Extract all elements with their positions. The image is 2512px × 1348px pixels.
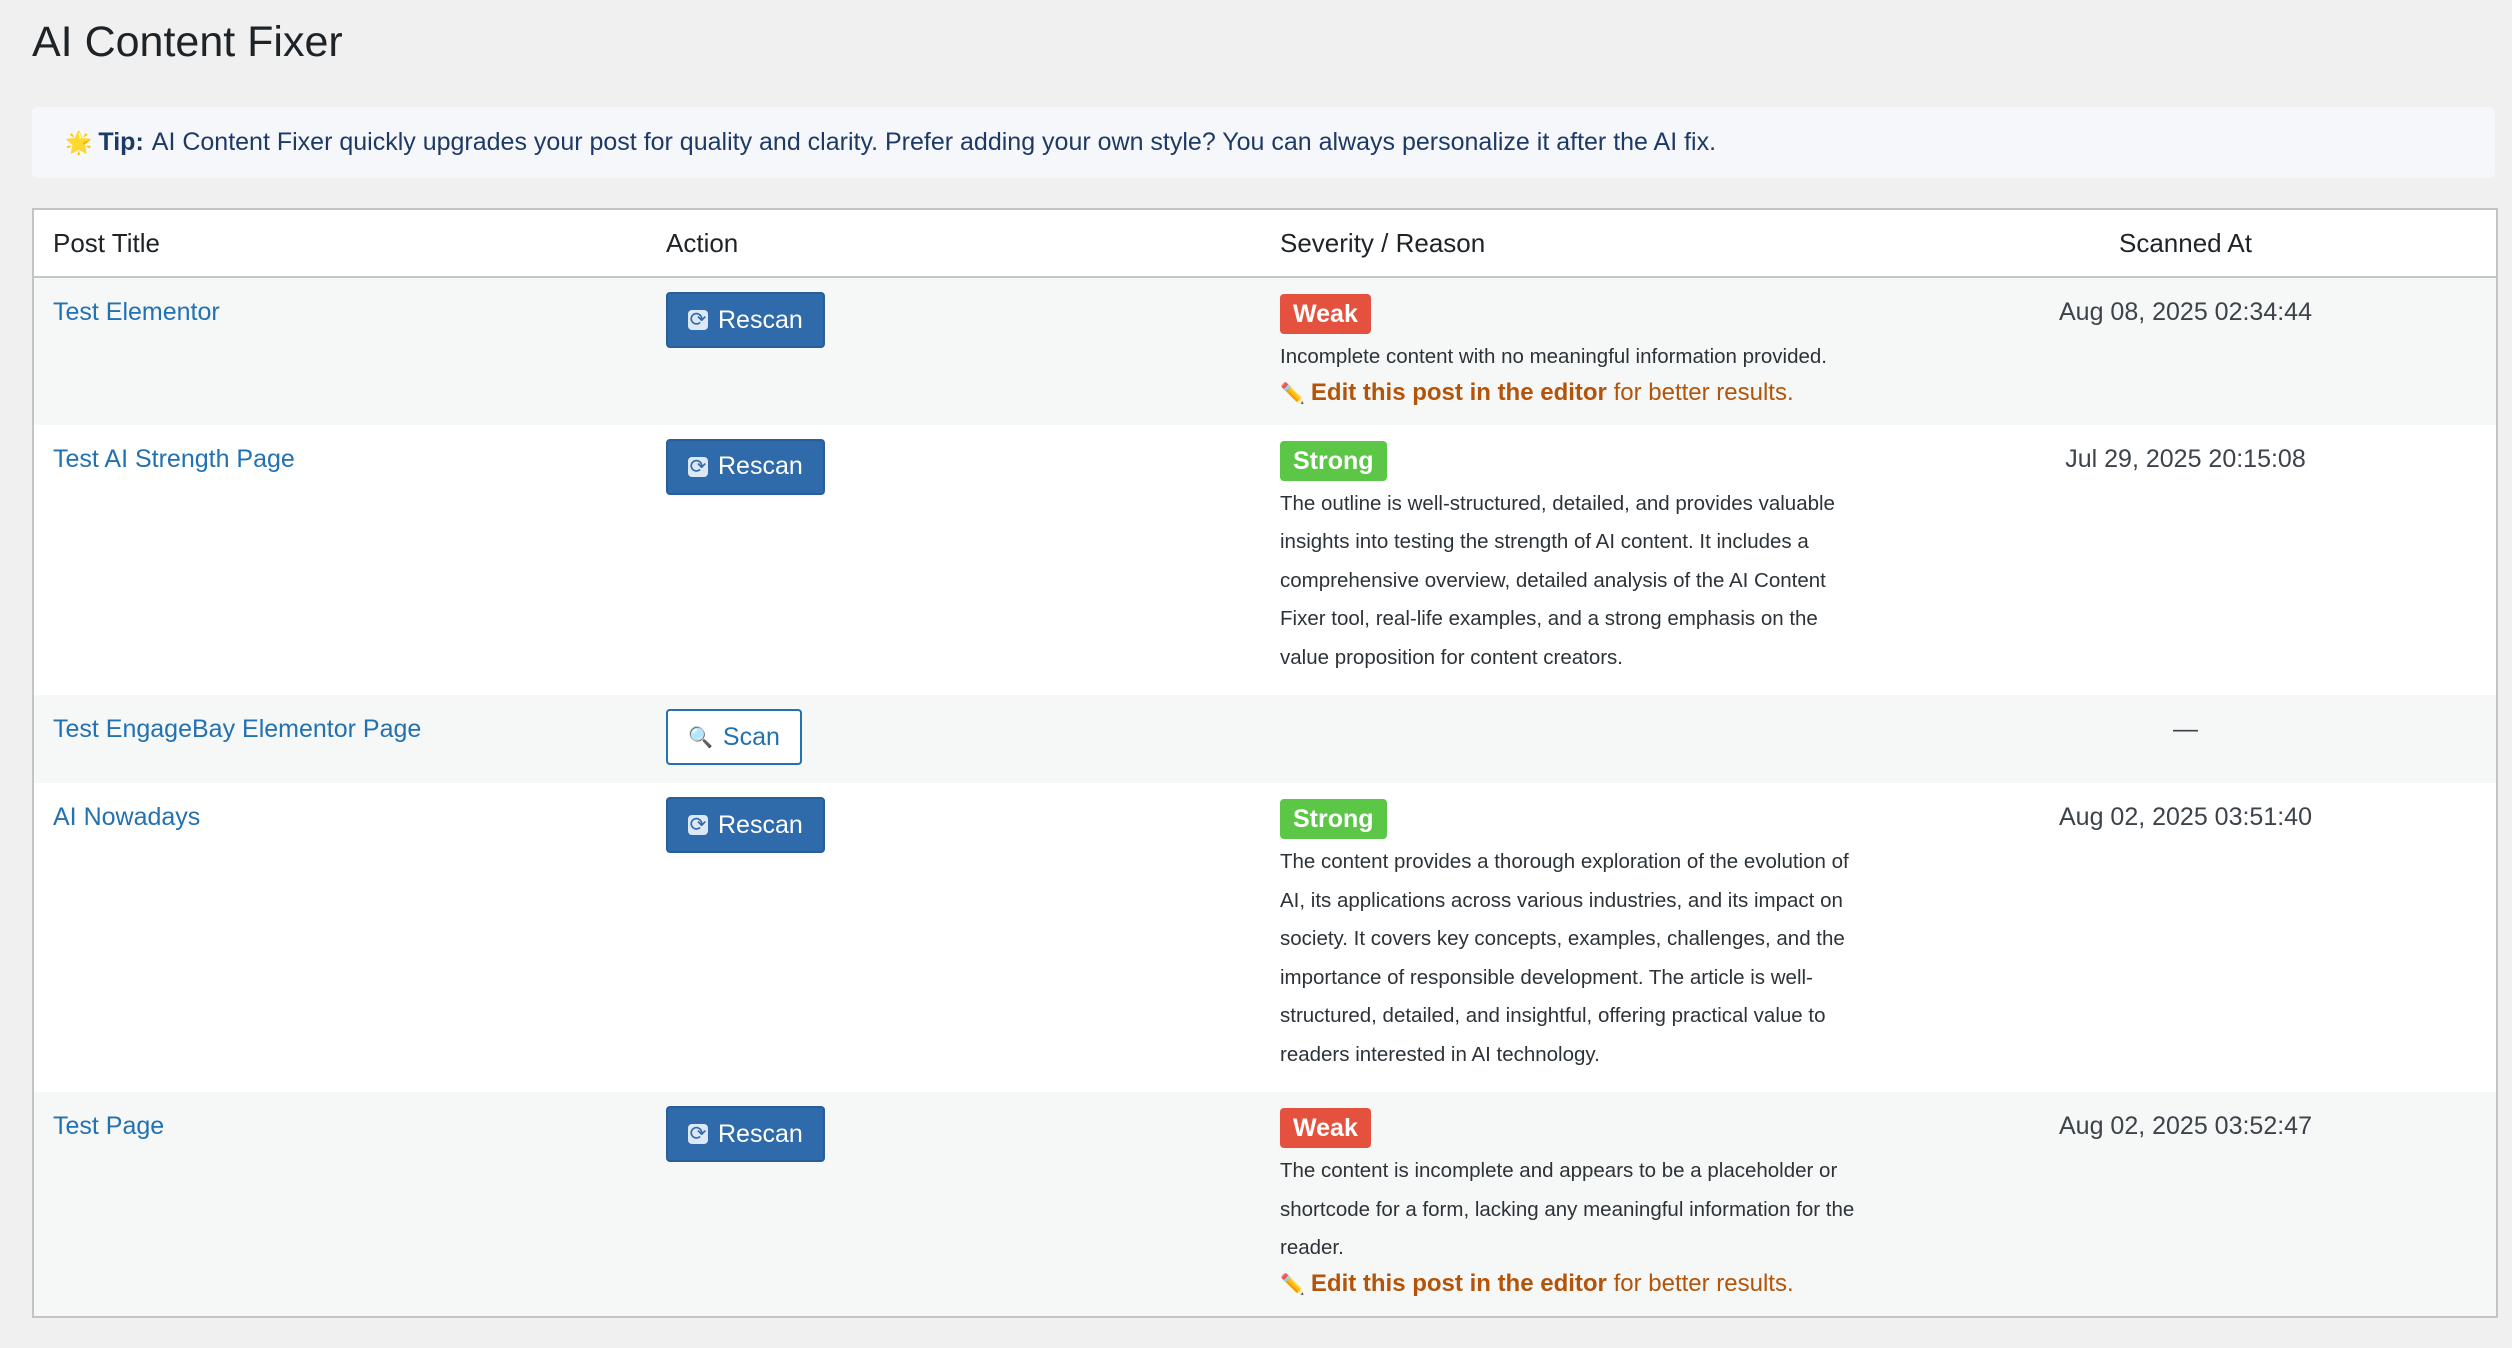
refresh-icon: ⟳ xyxy=(689,814,707,836)
scan-button[interactable] xyxy=(666,709,802,765)
rescan-button-label: Rescan xyxy=(718,810,803,839)
scanned-at-value: Aug 02, 2025 03:51:40 xyxy=(2058,803,2312,831)
table-row xyxy=(33,783,2497,1092)
severity-badge-strong: Strong xyxy=(1280,441,1387,481)
table-header-row xyxy=(33,209,2497,277)
header-severity-reason: Severity / Reason xyxy=(1261,209,1875,277)
severity-badge-strong: Strong xyxy=(1280,799,1387,839)
scan-results-table xyxy=(32,208,2498,1318)
rescan-button[interactable] xyxy=(666,1106,825,1162)
post-title-link[interactable]: Test EngageBay Elementor Page xyxy=(53,715,422,743)
table-row xyxy=(33,695,2497,783)
tip-text: AI Content Fixer quickly upgrades your post for quality and clarity. Prefer adding your own style? You can always personalize it after the AI fix. xyxy=(151,128,1717,156)
scanned-at-empty: — xyxy=(2173,715,2198,743)
header-scanned-at: Scanned At xyxy=(1875,209,2497,277)
severity-badge-weak: Weak xyxy=(1280,294,1371,334)
pencil-icon: ✏️ xyxy=(1280,382,1305,405)
scanned-at-value: Aug 08, 2025 02:34:44 xyxy=(2058,298,2312,326)
rescan-button[interactable] xyxy=(666,797,825,853)
scan-button-label: Scan xyxy=(722,722,780,751)
hint-suffix: for better results. xyxy=(1606,1269,1794,1297)
severity-reason: The content provides a thorough exploration of the evolution of AI, its applications across various industries, and its impact on society. It covers key concepts, examples, challenges, and the importance of responsible development. The article is well-structured, detailed, and insightful, offering practical value to readers interested in AI technology. xyxy=(1280,850,1849,1066)
severity-badge-weak: Weak xyxy=(1280,1108,1371,1148)
post-title-link[interactable]: Test Page xyxy=(53,1112,165,1140)
sparkle-star-icon: 🌟 xyxy=(65,129,93,155)
scanned-at-value: Aug 02, 2025 03:52:47 xyxy=(2058,1112,2312,1140)
refresh-icon: ⟳ xyxy=(689,455,707,478)
header-post-title: Post Title xyxy=(33,209,647,277)
severity-reason: Incomplete content with no meaningful information provided. xyxy=(1280,345,1827,368)
editor-hint xyxy=(1280,1270,1875,1298)
tip-label: Tip: xyxy=(98,128,144,156)
table-row xyxy=(33,1092,2497,1317)
rescan-button-label: Rescan xyxy=(718,305,803,334)
refresh-icon: ⟳ xyxy=(689,309,707,331)
header-action: Action xyxy=(647,209,1261,277)
rescan-button[interactable] xyxy=(666,292,825,348)
hint-suffix: for better results. xyxy=(1606,378,1794,406)
scanned-at-value: Jul 29, 2025 20:15:08 xyxy=(2065,444,2306,473)
page-title: AI Content Fixer xyxy=(32,18,343,66)
post-title-link[interactable]: AI Nowadays xyxy=(53,803,201,831)
rescan-button-label: Rescan xyxy=(718,452,803,480)
rescan-button-label: Rescan xyxy=(718,1119,803,1148)
post-title-link[interactable]: Test AI Strength Page xyxy=(53,444,295,473)
refresh-icon: ⟳ xyxy=(689,1123,707,1145)
magnifier-icon: 🔍 xyxy=(688,726,713,749)
edit-in-editor-link[interactable]: Edit this post in the editor xyxy=(1310,378,1607,406)
tip-notice xyxy=(32,107,2495,178)
table-row xyxy=(33,277,2497,425)
severity-reason: The content is incomplete and appears to be a placeholder or shortcode for a form, lacking any meaningful information for the reader. xyxy=(1280,1159,1855,1259)
pencil-icon: ✏️ xyxy=(1280,1273,1305,1296)
editor-hint xyxy=(1280,379,1875,407)
severity-reason: The outline is well-structured, detailed, and provides valuable insights into testing the strength of AI content. It includes a comprehensive overview, detailed analysis of the AI Content Fixer tool, real-life examples, and a strong emphasis on the value proposition for content creators. xyxy=(1280,491,1835,669)
post-title-link[interactable]: Test Elementor xyxy=(53,298,220,326)
table-row xyxy=(33,425,2497,696)
rescan-button[interactable] xyxy=(666,439,825,495)
edit-in-editor-link[interactable]: Edit this post in the editor xyxy=(1310,1269,1607,1297)
